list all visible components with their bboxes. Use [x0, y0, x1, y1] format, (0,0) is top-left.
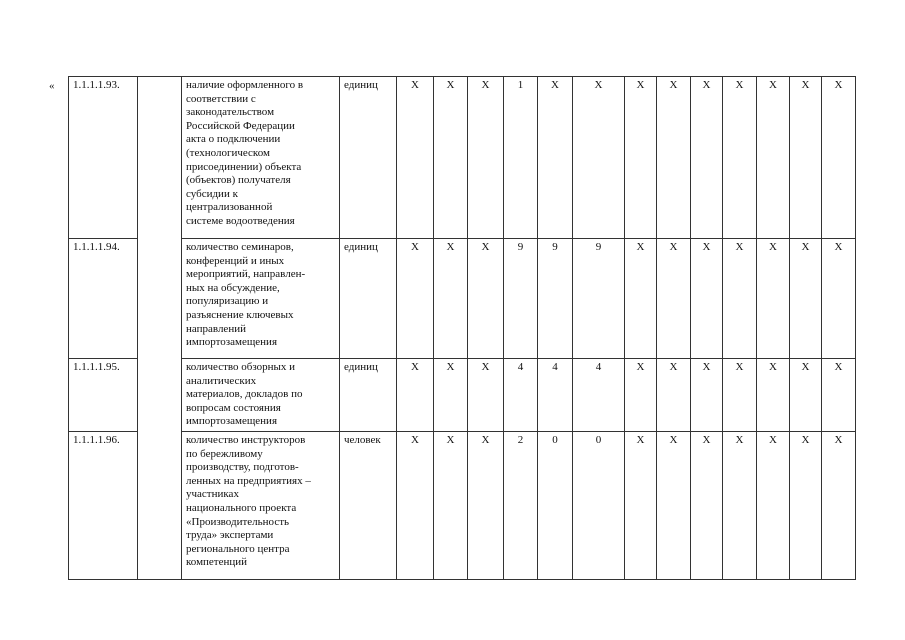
value-cell: 2: [504, 432, 538, 580]
value-cell: X: [397, 432, 434, 580]
value-cell: X: [723, 432, 757, 580]
value-cell: X: [790, 77, 822, 239]
indicator-description: количество обзорных и аналитических материалов, докладов по вопросам состояния импортозамещения: [182, 359, 340, 432]
value-cell: X: [790, 239, 822, 359]
value-cell: X: [397, 77, 434, 239]
value-cell: X: [691, 432, 723, 580]
value-cell: X: [691, 359, 723, 432]
value-cell: X: [434, 77, 468, 239]
value-cell: X: [397, 239, 434, 359]
indicator-table: [68, 76, 856, 580]
value-cell: X: [657, 359, 691, 432]
indicator-description: количество инструкторов по бережливому производству, подготов- ленных на предприятиях – участниках национального проекта «Производительность труда» экспертами регионального центра компетенций: [182, 432, 340, 580]
value-cell: 1: [504, 77, 538, 239]
row-number: 1.1.1.1.96.: [69, 432, 138, 580]
unit-of-measure: единиц: [340, 77, 397, 239]
value-cell: X: [822, 359, 856, 432]
table-row: [69, 359, 856, 432]
value-cell: X: [538, 77, 573, 239]
value-cell: X: [397, 359, 434, 432]
value-cell: X: [468, 77, 504, 239]
value-cell: X: [468, 432, 504, 580]
value-cell: X: [468, 359, 504, 432]
row-number: 1.1.1.1.94.: [69, 239, 138, 359]
table-row: [69, 239, 856, 359]
value-cell: X: [573, 77, 625, 239]
value-cell: X: [657, 77, 691, 239]
value-cell: X: [625, 359, 657, 432]
value-cell: X: [691, 239, 723, 359]
value-cell: X: [790, 432, 822, 580]
value-cell: X: [723, 239, 757, 359]
value-cell: X: [757, 77, 790, 239]
value-cell: 4: [504, 359, 538, 432]
unit-of-measure: единиц: [340, 359, 397, 432]
table-row: [69, 77, 856, 239]
value-cell: X: [822, 432, 856, 580]
value-cell: X: [434, 239, 468, 359]
value-cell: 0: [538, 432, 573, 580]
value-cell: X: [625, 239, 657, 359]
merged-empty-cell: [138, 77, 182, 580]
table-row: [69, 432, 856, 580]
value-cell: X: [625, 432, 657, 580]
row-number: 1.1.1.1.93.: [69, 77, 138, 239]
unit-of-measure: единиц: [340, 239, 397, 359]
row-number: 1.1.1.1.95.: [69, 359, 138, 432]
value-cell: X: [657, 239, 691, 359]
value-cell: X: [723, 77, 757, 239]
value-cell: X: [822, 239, 856, 359]
value-cell: X: [657, 432, 691, 580]
value-cell: 4: [538, 359, 573, 432]
indicator-description: количество семинаров, конференций и иных мероприятий, направлен- ных на обсуждение, популяризацию и разъяснение ключевых направлений импортозамещения: [182, 239, 340, 359]
value-cell: 0: [573, 432, 625, 580]
value-cell: 9: [573, 239, 625, 359]
value-cell: 9: [504, 239, 538, 359]
value-cell: X: [790, 359, 822, 432]
value-cell: X: [757, 359, 790, 432]
value-cell: 4: [573, 359, 625, 432]
value-cell: X: [468, 239, 504, 359]
opening-quote-mark: «: [49, 80, 55, 92]
value-cell: 9: [538, 239, 573, 359]
value-cell: X: [434, 359, 468, 432]
value-cell: X: [723, 359, 757, 432]
value-cell: X: [691, 77, 723, 239]
value-cell: X: [625, 77, 657, 239]
unit-of-measure: человек: [340, 432, 397, 580]
value-cell: X: [757, 239, 790, 359]
value-cell: X: [434, 432, 468, 580]
indicator-description: наличие оформленного в соответствии с законодательством Российской Федерации акта о подключении (технологическом присоединении) объекта (объектов) получателя субсидии к централизованной системе водоотведения: [182, 77, 340, 239]
value-cell: X: [757, 432, 790, 580]
value-cell: X: [822, 77, 856, 239]
